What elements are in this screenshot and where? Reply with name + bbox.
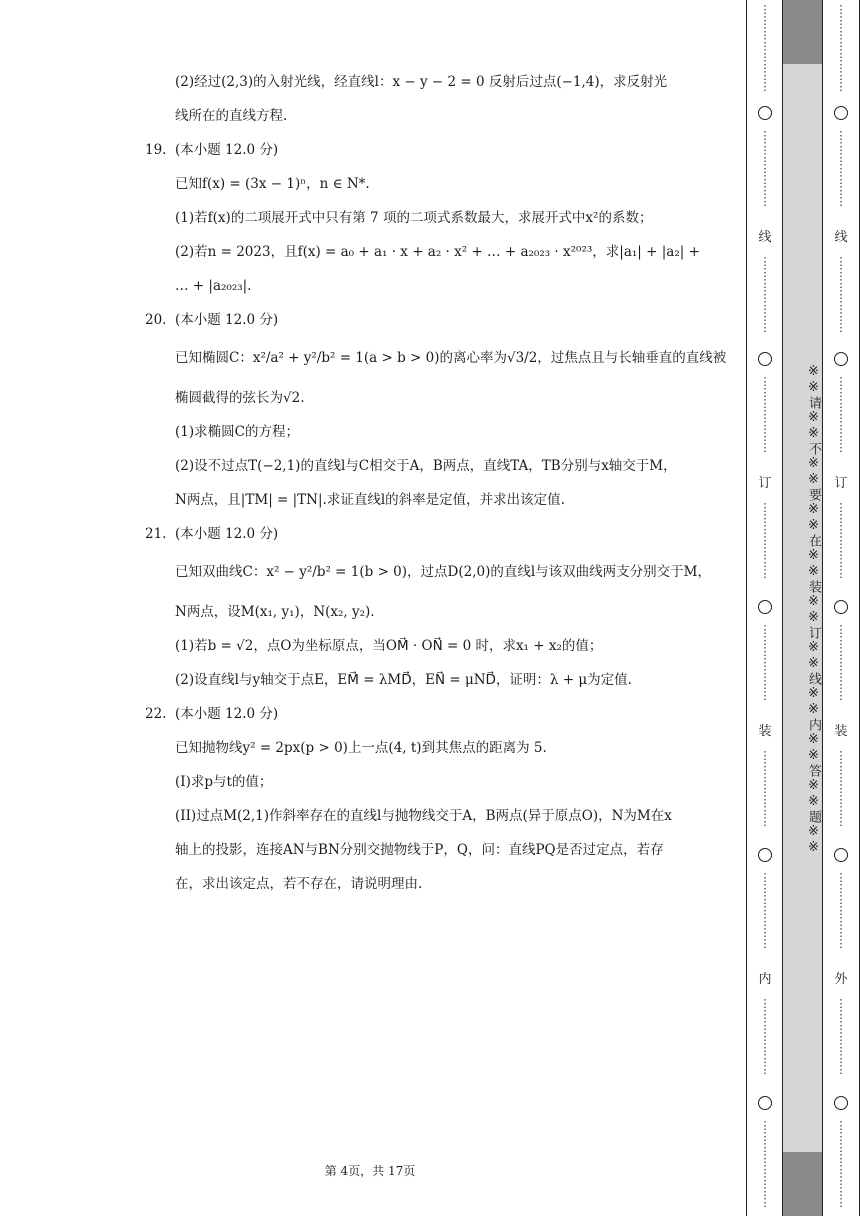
dotted-line: ⋮ ⋮ ⋮ ⋮ ⋮ ⋮ ⋮ <box>759 623 771 702</box>
binding-hole-icon <box>758 1096 772 1110</box>
binding-hole-icon <box>758 848 772 862</box>
margin-mark-order: 订 <box>834 476 848 491</box>
binding-hole-icon <box>834 600 848 614</box>
problem-text-line: 已知双曲线C：x² − y²/b² = 1(b > 0)，过点D(2,0)的直线l与该双曲线两支分别交于M， <box>175 564 711 580</box>
page-footer: 第 4页，共 17页 <box>324 1164 416 1178</box>
problem-text-line: 已知f(x) = (3x − 1)ⁿ，n ∈ N*. <box>175 176 370 192</box>
margin-mark-bind: 装 <box>758 724 772 739</box>
no-answer-warning: ※※请※※不※※要※※在※※装※※订※※线※※内※※答※※题※※ <box>806 364 821 856</box>
margin-mark-line: 线 <box>758 230 772 245</box>
dotted-line: ⋮ ⋮ ⋮ ⋮ ⋮ ⋮ ⋮ <box>835 871 847 950</box>
binding-hole-icon <box>834 1096 848 1110</box>
binding-hole-icon <box>834 848 848 862</box>
problem-header: (本小题 12.0 分) <box>175 526 279 542</box>
binding-hole-icon <box>758 352 772 366</box>
problem-text-line: 线所在的直线方程. <box>175 108 288 124</box>
problem-text-line: (1)求椭圆C的方程； <box>175 424 299 440</box>
margin-mark-line: 线 <box>834 230 848 245</box>
dotted-line: ⋮ ⋮ ⋮ ⋮ ⋮ ⋮ ⋮ <box>835 129 847 208</box>
problem-text-line: (I)求p与t的值； <box>175 774 273 790</box>
dotted-line: ⋮ ⋮ ⋮ ⋮ ⋮ ⋮ ⋮ <box>835 501 847 580</box>
binding-strip-warning <box>782 0 824 1216</box>
problem-number: 22. <box>145 706 167 722</box>
problem-text-line: 在，求出该定点，若不存在，请说明理由. <box>175 876 423 892</box>
margin-mark-outer: 外 <box>834 972 848 987</box>
dotted-line: ⋮ ⋮ ⋮ ⋮ ⋮ ⋮ ⋮ ⋮ <box>759 1119 771 1209</box>
binding-strip-inner <box>746 0 784 1216</box>
problem-text-line: (1)若f(x)的二项展开式中只有第 7 项的二项式系数最大，求展开式中x²的系数； <box>175 210 653 226</box>
problem-text-line: 轴上的投影，连接AN与BN分别交抛物线于P，Q，问：直线PQ是否过定点，若存 <box>175 842 664 858</box>
dotted-line: ⋮ ⋮ ⋮ ⋮ ⋮ ⋮ ⋮ <box>835 997 847 1076</box>
problem-text-line: (2)设不过点T(−2,1)的直线l与C相交于A，B两点，直线TA，TB分别与x轴交于M， <box>175 458 677 474</box>
gray-block-top <box>783 0 823 64</box>
dotted-line: ⋮ ⋮ ⋮ ⋮ ⋮ ⋮ ⋮ <box>835 255 847 334</box>
problem-text-line: (II)过点M(2,1)作斜率存在的直线l与抛物线交于A，B两点(异于原点O)，N为M在x <box>175 808 672 824</box>
problem-text-line: 已知抛物线y² = 2px(p > 0)上一点(4, t)到其焦点的距离为 5. <box>175 740 547 756</box>
problem-text-line: … + |a₂₀₂₃|. <box>175 278 252 294</box>
dotted-line: ⋮ ⋮ ⋮ ⋮ ⋮ ⋮ ⋮ <box>835 375 847 454</box>
problem-number: 20. <box>145 312 167 328</box>
problem-header: (本小题 12.0 分) <box>175 706 279 722</box>
problem-text-line: N两点，设M(x₁, y₁)，N(x₂, y₂). <box>175 604 375 620</box>
binding-hole-icon <box>834 106 848 120</box>
problem-header: (本小题 12.0 分) <box>175 142 279 158</box>
dotted-line: ⋮ ⋮ ⋮ ⋮ ⋮ ⋮ ⋮ <box>759 375 771 454</box>
binding-strip-outer <box>822 0 860 1216</box>
margin-mark-bind: 装 <box>834 724 848 739</box>
margin-mark-inner: 内 <box>758 972 772 987</box>
problem-text-line: 椭圆截得的弦长为√2. <box>175 390 305 406</box>
problem-text-line: (2)若n = 2023，且f(x) = a₀ + a₁ · x + a₂ · x² + … + a₂₀₂₃ · x²⁰²³，求|a₁| + |a₂| + <box>175 244 700 260</box>
problem-text-line: 已知椭圆C：x²/a² + y²/b² = 1(a > b > 0)的离心率为√3/2，过焦点且与长轴垂直的直线被 <box>175 350 727 366</box>
dotted-line: ⋮ ⋮ ⋮ ⋮ ⋮ ⋮ ⋮ <box>759 129 771 208</box>
problem-text-line: (2)经过(2,3)的入射光线，经直线l：x − y − 2 = 0 反射后过点(−1,4)，求反射光 <box>175 74 668 90</box>
binding-hole-icon <box>758 600 772 614</box>
problem-text-line: (1)若b = √2，点O为坐标原点，当OM⃗ · ON⃗ = 0 时，求x₁ + x₂的值； <box>175 638 603 654</box>
dotted-line: ⋮ ⋮ ⋮ ⋮ ⋮ ⋮ ⋮ ⋮ <box>835 3 847 93</box>
dotted-line: ⋮ ⋮ ⋮ ⋮ ⋮ ⋮ ⋮ <box>759 501 771 580</box>
margin-mark-order: 订 <box>758 476 772 491</box>
binding-hole-icon <box>834 352 848 366</box>
dotted-line: ⋮ ⋮ ⋮ ⋮ ⋮ ⋮ ⋮ <box>759 997 771 1076</box>
problem-header: (本小题 12.0 分) <box>175 312 279 328</box>
problem-text-line: (2)设直线l与y轴交于点E，EM⃗ = λMD⃗，EN⃗ = μND⃗，证明：λ + μ为定值. <box>175 672 632 688</box>
problem-number: 19. <box>145 142 167 158</box>
gray-block-bottom <box>783 1152 823 1216</box>
dotted-line: ⋮ ⋮ ⋮ ⋮ ⋮ ⋮ ⋮ <box>835 749 847 828</box>
dotted-line: ⋮ ⋮ ⋮ ⋮ ⋮ ⋮ ⋮ <box>759 871 771 950</box>
dotted-line: ⋮ ⋮ ⋮ ⋮ ⋮ ⋮ ⋮ <box>759 255 771 334</box>
problem-number: 21. <box>145 526 167 542</box>
binding-hole-icon <box>758 106 772 120</box>
dotted-line: ⋮ ⋮ ⋮ ⋮ ⋮ ⋮ ⋮ ⋮ <box>759 3 771 93</box>
dotted-line: ⋮ ⋮ ⋮ ⋮ ⋮ ⋮ ⋮ ⋮ <box>835 1119 847 1209</box>
dotted-line: ⋮ ⋮ ⋮ ⋮ ⋮ ⋮ ⋮ <box>759 749 771 828</box>
problem-text-line: N两点，且|TM| = |TN|.求证直线l的斜率是定值，并求出该定值. <box>175 492 565 508</box>
dotted-line: ⋮ ⋮ ⋮ ⋮ ⋮ ⋮ ⋮ <box>835 623 847 702</box>
